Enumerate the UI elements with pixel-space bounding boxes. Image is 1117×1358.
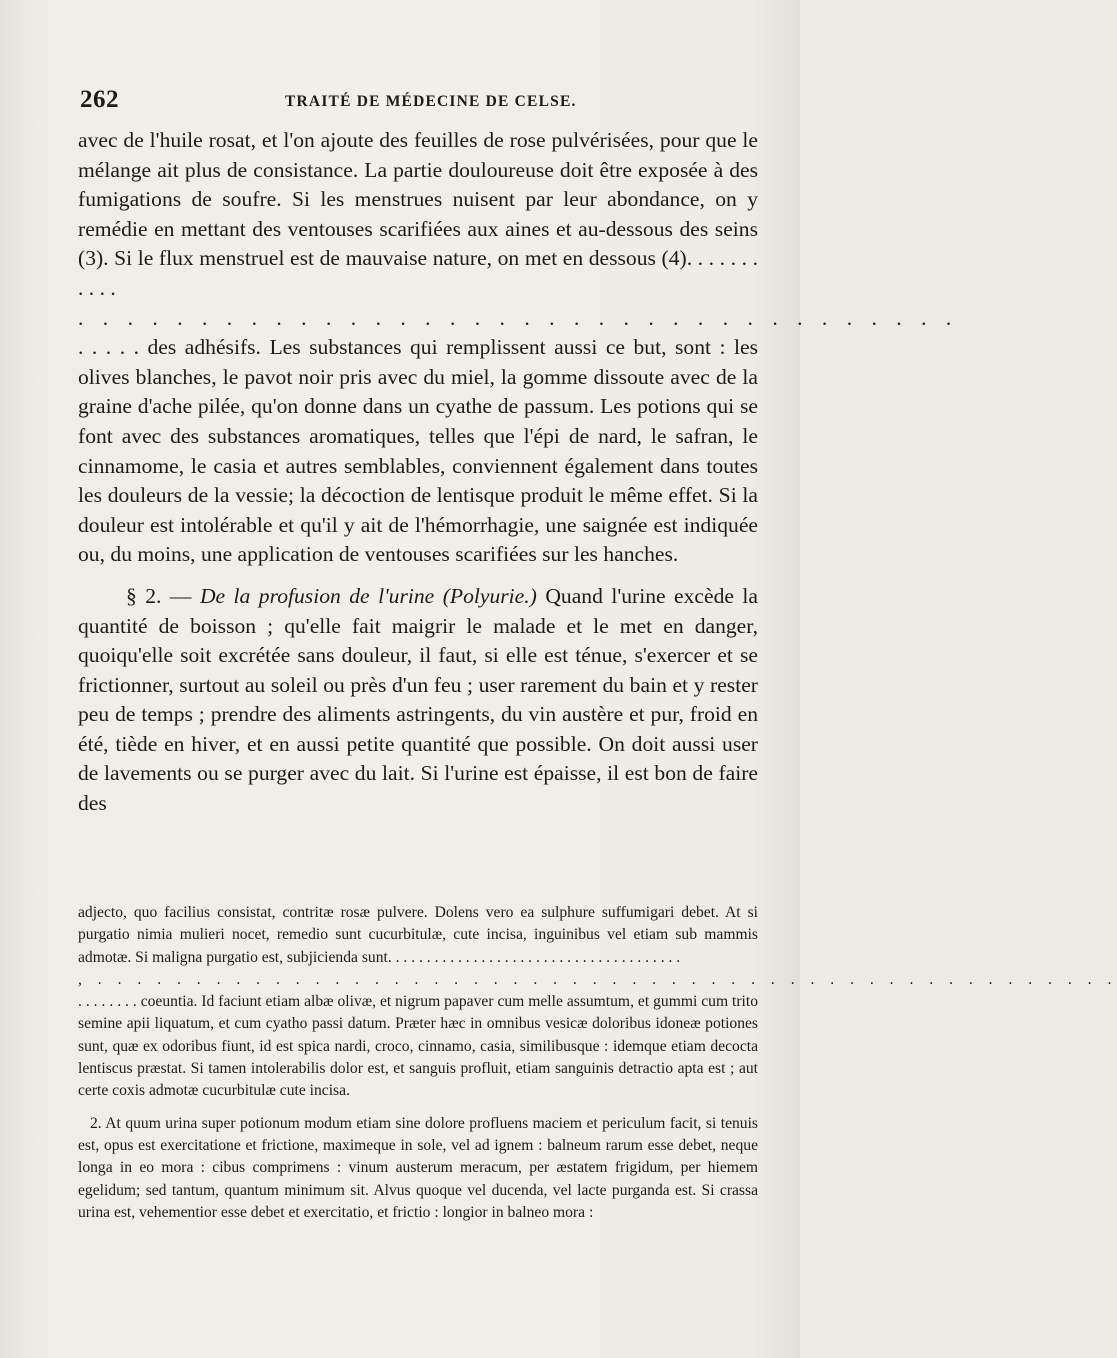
french-paragraph-1 — [78, 126, 959, 570]
latin-original — [78, 902, 1117, 1224]
latin-omission-dots: , . . . . . . . . . . . . . . . . . . . . . . . . . . . . . . . . . . . . . . . . . . . . . . . . . . . . — [78, 970, 1117, 988]
latin-paragraph-1-end: . . . . . . . . coeuntia. Id faciunt etiam albæ olivæ, et nigrum papaver cum melle assumtum, et gummi cum trito semine apii liquatum, et cum cyatho passi datum. Præter hæc in omnibus vesicæ doloribus idoneæ potiones sunt, quæ ex odoribus fiunt, id est spica nardi, croco, cinnamo, casia, similibusque : idemque etiam decocta lentiscus præstat. Si tamen intolerabilis dolor est, et sanguis profluit, etiam sanguinis detractio apta est ; aut certe coxis admotæ cucurbitulæ cute incisa. — [78, 993, 758, 1100]
page-number: 262 — [80, 86, 119, 113]
section-title: De la profusion de l'urine — [199, 583, 435, 608]
section-number: § 2. — — [126, 583, 192, 608]
page-header — [80, 86, 760, 116]
french-paragraph-2-text: Quand l'urine excède la quantité de boisson ; qu'elle fait maigrir le malade et le met en danger, quoiqu'elle soit excrétée sans douleur, il faut, si elle est ténue, s'exercer et se frictionner, surtout au soleil ou près d'un feu ; user rarement du bain et y rester peu de temps ; prendre des aliments astringents, du vin austère et pur, froid en été, tiède en hiver, et en aussi petite quantité que possible. On doit aussi user de lavements ou se purger avec du lait. Si l'urine est épaisse, il est bon de faire des — [78, 583, 758, 816]
french-paragraph-1-end: . . . . . des adhésifs. Les substances qui remplissent aussi ce but, sont : les olives blanches, le pavot noir pris avec du miel, la gomme dissoute avec de la graine d'ache pilée, qu'on donne dans un cyathe de passum. Les potions qui se font avec des substances aromatiques, telles que l'épi de nard, le safran, le cinnamome, le casia et autres semblables, conviennent également dans toutes les douleurs de la vessie; la décoction de lentisque produit le même effet. Si la douleur est intolérable et qu'il y ait de l'hémorrhagie, une saignée est indiquée ou, du moins, une application de ventouses scarifiées sur les hanches. — [78, 335, 758, 567]
omission-dots: . . . . . . . . . . . . . . . . . . . . . . . . . . . . . . . . . . . . — [78, 305, 959, 330]
french-paragraph-2 — [78, 582, 758, 819]
french-translation — [78, 126, 959, 819]
french-paragraph-1-start: avec de l'huile rosat, et l'on ajoute des feuilles de rose pulvérisées, pour que le mélange ait plus de consistance. La partie douloureuse doit être exposée à des fumigations de soufre. Si les menstrues nuisent par leur abondance, on y remédie en mettant des ventouses scarifiées aux aines et au-dessous des seins (3). Si le flux menstruel est de mauvaise nature, on met en dessous (4). . . . . . . . . . . — [78, 128, 758, 300]
latin-paragraph-1 — [78, 902, 1117, 1103]
section-subtitle: (Polyurie.) — [442, 583, 537, 608]
latin-paragraph-2: 2. At quum urina super potionum modum etiam sine dolore profluens maciem et periculum facit, si tenuis est, opus est exercitatione et frictione, maximeque in sole, vel ad ignem : balneum rarum esse debet, neque longa in eo mora : cibus comprimens : vinum austerum meracum, per æstatem frigidum, per hiemem egelidum; sed tantum, quantum minimum sit. Alvus quoque vel ducenda, vel lacte purganda est. Si crassa urina est, vehementior esse debet et exercitatio, et frictio : longior in balneo mora : — [78, 1114, 758, 1221]
latin-paragraph-1-start: adjecto, quo facilius consistat, contritæ rosæ pulvere. Dolens vero ea sulphure suffumigari debet. At si purgatio nimia mulieri nocet, remedio sunt cucurbitulæ, cute incisa, inguinibus vel etiam sub mammis admotæ. Si maligna purgatio est, subjicienda sunt. . . . . . . . . . . . . . . . . . . . . . . . . . . . . . . . . . . . . . — [78, 904, 758, 966]
running-title: TRAITÉ DE MÉDECINE DE CELSE. — [285, 93, 577, 110]
